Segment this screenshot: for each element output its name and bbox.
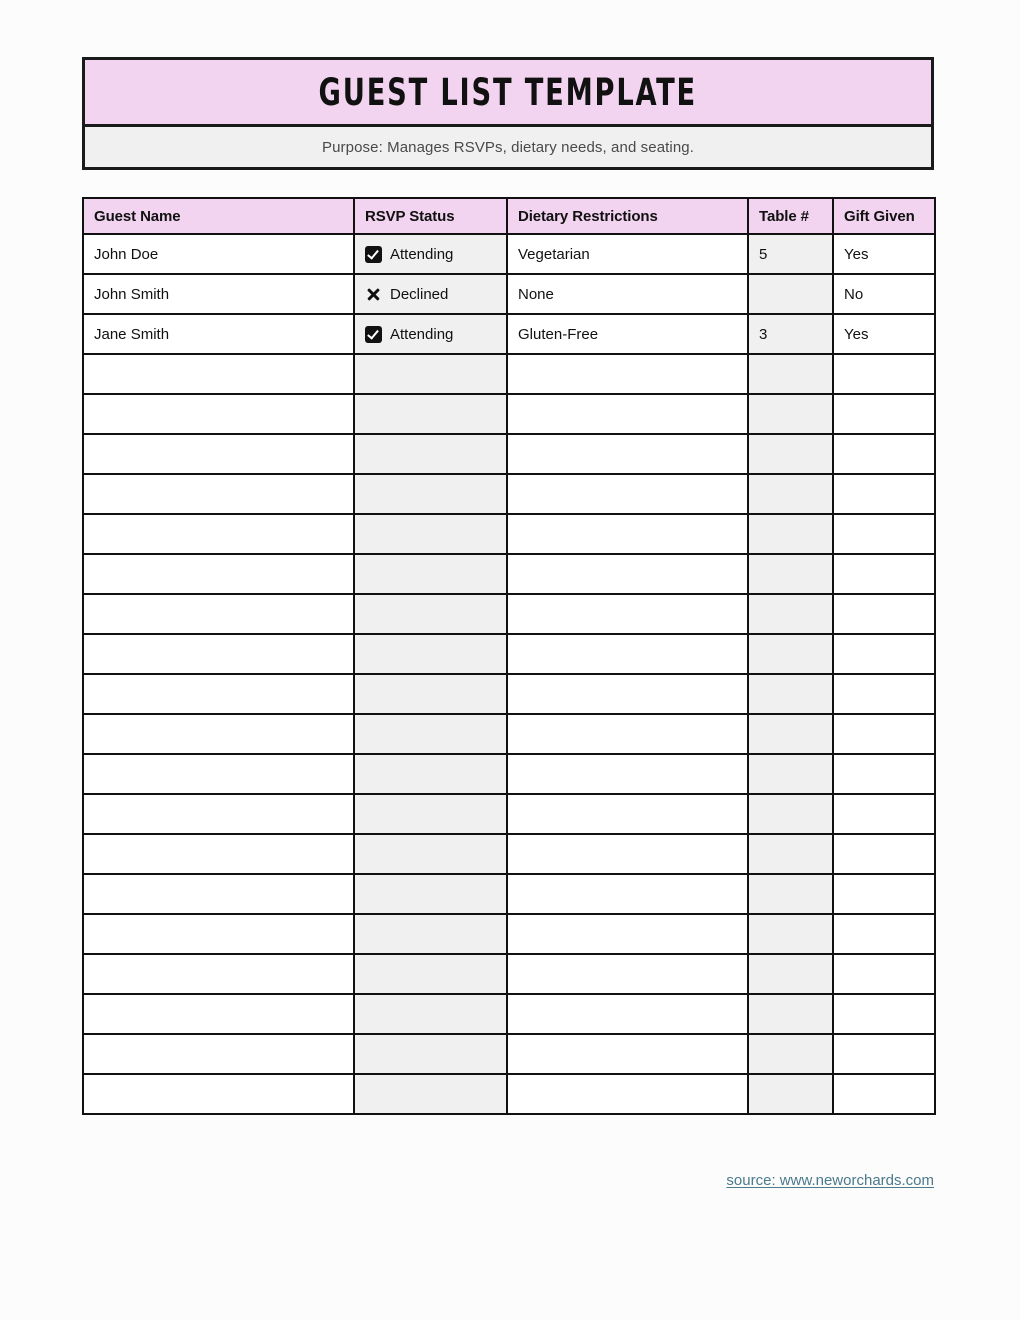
cell-table_no[interactable] <box>748 754 833 794</box>
cell-rsvp_status[interactable] <box>354 1074 507 1114</box>
cell-dietary[interactable] <box>507 234 748 274</box>
cell-text: No <box>844 285 864 303</box>
checkbox-checked-icon[interactable] <box>365 246 382 263</box>
cell-gift_given[interactable] <box>833 794 935 834</box>
cell-gift_given[interactable] <box>833 354 935 394</box>
cell-rsvp_status[interactable] <box>354 314 507 354</box>
column-header-gift-given[interactable]: Gift Given <box>833 198 935 234</box>
cell-dietary[interactable] <box>507 594 748 634</box>
cell-table_no[interactable] <box>748 314 833 354</box>
cell-table_no[interactable] <box>748 474 833 514</box>
table-row <box>83 394 935 434</box>
column-header-guest-name[interactable]: Guest Name <box>83 198 354 234</box>
cell-dietary[interactable] <box>507 754 748 794</box>
cell-dietary[interactable] <box>507 914 748 954</box>
cell-dietary[interactable] <box>507 874 748 914</box>
table-row <box>83 874 935 914</box>
cell-rsvp_status[interactable] <box>354 794 507 834</box>
cell-guest_name[interactable] <box>83 674 354 714</box>
cell-text: Jane Smith <box>94 325 170 343</box>
cell-guest_name[interactable] <box>83 594 354 634</box>
cell-dietary[interactable] <box>507 714 748 754</box>
table-row <box>83 994 935 1034</box>
table-header <box>83 198 935 234</box>
cell-rsvp_status[interactable] <box>354 994 507 1034</box>
table-row <box>83 434 935 474</box>
cell-gift_given[interactable] <box>833 954 935 994</box>
cell-gift_given[interactable] <box>833 834 935 874</box>
table-row <box>83 354 935 394</box>
rsvp-status-label: Attending <box>390 325 454 343</box>
cell-rsvp_status[interactable] <box>354 474 507 514</box>
table-row <box>83 954 935 994</box>
rsvp-status-label: Declined <box>390 285 449 303</box>
cell-gift_given[interactable] <box>833 1034 935 1074</box>
cell-dietary[interactable] <box>507 434 748 474</box>
cell-guest_name[interactable] <box>83 354 354 394</box>
cell-guest_name[interactable] <box>83 754 354 794</box>
rsvp-status-label: Attending <box>390 245 454 263</box>
title-band <box>85 60 931 127</box>
cell-text: John Smith <box>94 285 170 303</box>
table-row <box>83 714 935 754</box>
cell-dietary[interactable] <box>507 554 748 594</box>
cell-text: Yes <box>844 245 869 263</box>
cell-guest_name[interactable] <box>83 1034 354 1074</box>
cell-gift_given[interactable] <box>833 394 935 434</box>
cell-text: None <box>518 285 554 303</box>
table-row <box>83 594 935 634</box>
cell-table_no[interactable] <box>748 994 833 1034</box>
cell-dietary[interactable] <box>507 354 748 394</box>
cell-table_no[interactable] <box>748 434 833 474</box>
table-row <box>83 514 935 554</box>
cell-dietary[interactable] <box>507 674 748 714</box>
cell-guest_name[interactable] <box>83 234 354 274</box>
table-row <box>83 274 935 314</box>
table-row <box>83 914 935 954</box>
cell-guest_name[interactable] <box>83 794 354 834</box>
table-row <box>83 234 935 274</box>
table-row <box>83 794 935 834</box>
guest-list-table-wrapper <box>82 197 934 1115</box>
cell-rsvp_status[interactable] <box>354 914 507 954</box>
cell-rsvp_status[interactable] <box>354 594 507 634</box>
cell-rsvp_status[interactable] <box>354 554 507 594</box>
cell-table_no[interactable] <box>748 874 833 914</box>
cell-rsvp_status[interactable] <box>354 354 507 394</box>
cell-gift_given[interactable] <box>833 314 935 354</box>
cell-guest_name[interactable] <box>83 434 354 474</box>
header-card <box>82 57 934 170</box>
table-row <box>83 634 935 674</box>
checkbox-checked-icon[interactable] <box>365 326 382 343</box>
cell-dietary[interactable] <box>507 274 748 314</box>
cell-table_no[interactable] <box>748 1034 833 1074</box>
cell-gift_given[interactable] <box>833 914 935 954</box>
cell-gift_given[interactable] <box>833 674 935 714</box>
cell-guest_name[interactable] <box>83 914 354 954</box>
cell-guest_name[interactable] <box>83 994 354 1034</box>
cell-dietary[interactable] <box>507 1074 748 1114</box>
cell-rsvp_status[interactable] <box>354 514 507 554</box>
cell-text: 3 <box>759 325 768 343</box>
cell-text: Yes <box>844 325 869 343</box>
cell-guest_name[interactable] <box>83 554 354 594</box>
rsvp-status-value <box>365 246 496 263</box>
cell-table_no[interactable] <box>748 674 833 714</box>
cell-guest_name[interactable] <box>83 634 354 674</box>
cell-gift_given[interactable] <box>833 714 935 754</box>
cell-rsvp_status[interactable] <box>354 434 507 474</box>
cell-guest_name[interactable] <box>83 274 354 314</box>
table-header-row <box>83 198 935 234</box>
table-row <box>83 834 935 874</box>
cell-dietary[interactable] <box>507 634 748 674</box>
cell-rsvp_status[interactable] <box>354 234 507 274</box>
cell-gift_given[interactable] <box>833 594 935 634</box>
cell-table_no[interactable] <box>748 394 833 434</box>
rsvp-status-value <box>365 326 496 343</box>
cell-rsvp_status[interactable] <box>354 1034 507 1074</box>
cell-table_no[interactable] <box>748 914 833 954</box>
column-header-table-number[interactable]: Table # <box>748 198 833 234</box>
table-body <box>83 234 935 1114</box>
cell-gift_given[interactable] <box>833 1074 935 1114</box>
cell-dietary[interactable] <box>507 994 748 1034</box>
cell-gift_given[interactable] <box>833 514 935 554</box>
cell-gift_given[interactable] <box>833 234 935 274</box>
table-row <box>83 474 935 514</box>
subtitle-band <box>85 127 931 167</box>
cell-table_no[interactable] <box>748 354 833 394</box>
cell-dietary[interactable] <box>507 314 748 354</box>
cell-dietary[interactable] <box>507 954 748 994</box>
table-row <box>83 1074 935 1114</box>
x-mark-icon[interactable] <box>365 286 382 303</box>
cell-guest_name[interactable] <box>83 874 354 914</box>
table-row <box>83 314 935 354</box>
guest-list-table <box>82 197 936 1115</box>
cell-gift_given[interactable] <box>833 754 935 794</box>
cell-rsvp_status[interactable] <box>354 874 507 914</box>
cell-rsvp_status[interactable] <box>354 754 507 794</box>
cell-dietary[interactable] <box>507 794 748 834</box>
cell-guest_name[interactable] <box>83 314 354 354</box>
cell-dietary[interactable] <box>507 834 748 874</box>
column-header-dietary-restrictions[interactable]: Dietary Restrictions <box>507 198 748 234</box>
cell-gift_given[interactable] <box>833 274 935 314</box>
cell-dietary[interactable] <box>507 394 748 434</box>
cell-table_no[interactable] <box>748 794 833 834</box>
cell-table_no[interactable] <box>748 234 833 274</box>
cell-guest_name[interactable] <box>83 1074 354 1114</box>
cell-table_no[interactable] <box>748 714 833 754</box>
cell-table_no[interactable] <box>748 634 833 674</box>
cell-guest_name[interactable] <box>83 394 354 434</box>
cell-gift_given[interactable] <box>833 874 935 914</box>
cell-dietary[interactable] <box>507 474 748 514</box>
cell-dietary[interactable] <box>507 514 748 554</box>
cell-rsvp_status[interactable] <box>354 394 507 434</box>
cell-rsvp_status[interactable] <box>354 674 507 714</box>
cell-text: 5 <box>759 245 768 263</box>
cell-dietary[interactable] <box>507 1034 748 1074</box>
table-row <box>83 1034 935 1074</box>
cell-gift_given[interactable] <box>833 434 935 474</box>
table-row <box>83 674 935 714</box>
cell-table_no[interactable] <box>748 514 833 554</box>
column-header-rsvp-status[interactable]: RSVP Status <box>354 198 507 234</box>
cell-table_no[interactable] <box>748 834 833 874</box>
cell-gift_given[interactable] <box>833 634 935 674</box>
cell-guest_name[interactable] <box>83 714 354 754</box>
cell-text: Vegetarian <box>518 245 590 263</box>
cell-gift_given[interactable] <box>833 994 935 1034</box>
source-link[interactable]: source: www.neworchards.com <box>726 1172 934 1189</box>
table-row <box>83 754 935 794</box>
cell-table_no[interactable] <box>748 594 833 634</box>
cell-gift_given[interactable] <box>833 474 935 514</box>
cell-text: Gluten-Free <box>518 325 599 343</box>
cell-rsvp_status[interactable] <box>354 714 507 754</box>
cell-guest_name[interactable] <box>83 474 354 514</box>
cell-gift_given[interactable] <box>833 554 935 594</box>
page-subtitle: Purpose: Manages RSVPs, dietary needs, and seating. <box>322 138 694 156</box>
cell-rsvp_status[interactable] <box>354 954 507 994</box>
cell-table_no[interactable] <box>748 274 833 314</box>
cell-rsvp_status[interactable] <box>354 274 507 314</box>
table-row <box>83 554 935 594</box>
cell-table_no[interactable] <box>748 1074 833 1114</box>
cell-guest_name[interactable] <box>83 834 354 874</box>
cell-guest_name[interactable] <box>83 514 354 554</box>
cell-text: John Doe <box>94 245 159 263</box>
rsvp-status-value <box>365 286 496 303</box>
cell-table_no[interactable] <box>748 954 833 994</box>
source-link-wrapper <box>82 1172 934 1190</box>
cell-guest_name[interactable] <box>83 954 354 994</box>
page-title: GUEST LIST TEMPLATE <box>318 70 698 114</box>
cell-rsvp_status[interactable] <box>354 634 507 674</box>
cell-table_no[interactable] <box>748 554 833 594</box>
cell-rsvp_status[interactable] <box>354 834 507 874</box>
